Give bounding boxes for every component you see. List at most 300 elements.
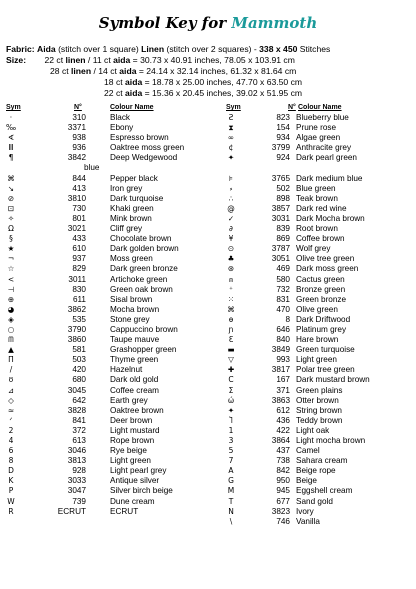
fabric-aida: Aida <box>37 44 56 54</box>
colour-name: Polar tree green <box>296 365 355 375</box>
size-line-1 <box>50 66 296 76</box>
symbol-glyph: ▬ <box>227 345 235 355</box>
key-row <box>4 113 214 123</box>
key-row <box>4 355 214 365</box>
size-dims: = 30.73 x 40.91 inches, 78.05 x 103.91 cm <box>130 55 295 65</box>
colour-name: Root brown <box>296 224 338 234</box>
colour-name: Dark old gold <box>110 375 159 385</box>
colour-name: Dark moss green <box>296 264 359 274</box>
key-row <box>224 254 414 264</box>
symbol-glyph: ⁙ <box>227 294 235 304</box>
colour-name: Dark Driftwood <box>296 314 351 324</box>
header-sym-right: Sym <box>226 104 241 111</box>
thread-number: 8 <box>285 314 290 324</box>
key-row <box>4 375 214 385</box>
symbol-glyph: ⊣ <box>7 284 15 294</box>
header-name-right: Colour Name <box>298 104 342 111</box>
colour-name: Taupe mauve <box>110 335 160 345</box>
symbol-glyph: · <box>9 113 13 122</box>
thread-number: 3864 <box>271 436 290 445</box>
symbol-glyph: ▽ <box>228 355 234 365</box>
key-row <box>224 234 414 244</box>
symbol-glyph: ⌘ <box>7 173 15 183</box>
key-row <box>4 497 214 507</box>
key-row <box>224 194 414 204</box>
key-row <box>4 335 214 345</box>
key-row <box>224 285 414 295</box>
thread-number: 3842 <box>67 153 86 163</box>
thread-number: 730 <box>72 203 86 213</box>
key-row <box>224 204 414 214</box>
symbol-glyph: ○ <box>7 324 15 334</box>
key-row <box>224 486 414 496</box>
symbol-glyph: 1 <box>228 425 234 435</box>
size-fabric-2: aida <box>113 55 131 65</box>
symbol-glyph: ώ <box>227 395 235 405</box>
thread-number: 3817 <box>271 365 290 375</box>
thread-number: 938 <box>72 133 86 143</box>
colour-name: Mocha brown <box>110 304 160 314</box>
size-mid: / 14 ct <box>91 66 120 76</box>
symbol-glyph: Ƨ <box>228 113 234 122</box>
thread-number: ECRUT <box>57 506 86 516</box>
symbol-glyph: ✓ <box>227 213 235 223</box>
thread-number: 3828 <box>67 405 86 415</box>
key-row <box>4 305 214 315</box>
symbol-glyph: ⊘ <box>7 193 15 203</box>
thread-number: 842 <box>276 466 290 476</box>
colour-name: Prune rose <box>296 123 337 133</box>
key-row <box>224 214 414 224</box>
thread-number: 993 <box>276 355 290 365</box>
symbol-glyph: ⊧ <box>229 173 233 183</box>
key-row <box>4 396 214 406</box>
colour-name: Green oak brown <box>110 284 173 294</box>
key-row <box>4 143 214 153</box>
colour-name: Wolf grey <box>296 244 331 254</box>
colour-name: Earth grey <box>110 395 148 405</box>
thread-number: 831 <box>276 294 290 304</box>
symbol-glyph: ⊙ <box>227 244 235 254</box>
thread-number: 310 <box>72 113 86 122</box>
thread-number: 3799 <box>271 143 290 153</box>
thread-number: 580 <box>276 274 290 284</box>
thread-number: 3045 <box>67 385 86 395</box>
symbol-glyph: ∢ <box>7 133 15 143</box>
colour-name: Dark medium blue <box>296 173 363 183</box>
colour-name: Dark mustard brown <box>296 375 370 385</box>
thread-number: 420 <box>72 365 86 375</box>
thread-number: 928 <box>72 466 86 476</box>
size-fabric: aida <box>125 77 143 87</box>
colour-name: Hazelnut <box>110 365 143 375</box>
thread-number: 3823 <box>271 506 290 516</box>
colour-name: Sahara cream <box>296 456 348 466</box>
colour-name: Dark turquoise <box>110 193 164 203</box>
symbol-glyph: A <box>228 466 234 476</box>
colour-name: Beige <box>296 476 317 486</box>
symbol-glyph: Ⅲ <box>8 143 14 153</box>
colour-name: Camel <box>296 446 320 456</box>
key-row <box>4 244 214 254</box>
symbol-glyph: ⌘ <box>227 304 235 314</box>
colour-name: Coffee brown <box>296 234 345 244</box>
thread-number: 372 <box>72 425 86 435</box>
key-row <box>224 315 414 325</box>
fabric-aida-note: (stitch over 1 square) <box>58 44 139 54</box>
thread-number: 823 <box>276 113 290 122</box>
key-row <box>4 254 214 264</box>
symbol-glyph: M <box>227 486 235 496</box>
symbol-glyph: ◈ <box>8 314 14 324</box>
thread-number: 840 <box>276 335 290 345</box>
size-dims: = 18.78 x 25.00 inches, 47.70 x 63.50 cm <box>142 77 303 87</box>
colour-name: Sisal brown <box>110 294 153 304</box>
title-prefix: Symbol Key for <box>98 14 232 32</box>
thread-number: 738 <box>276 456 290 466</box>
key-row <box>224 335 414 345</box>
colour-name: Beige rope <box>296 466 336 476</box>
thread-number: 371 <box>276 385 290 395</box>
colour-name: Olive tree green <box>296 254 355 264</box>
key-row <box>224 325 414 335</box>
colour-name: Oaktree moss green <box>110 143 185 153</box>
key-row <box>4 507 214 517</box>
size-pre: 22 ct <box>104 88 126 98</box>
key-row <box>224 466 414 476</box>
thread-number: 945 <box>276 486 290 496</box>
thread-number: 612 <box>276 405 290 415</box>
size-mid: / 11 ct <box>85 55 114 65</box>
thread-number: 739 <box>72 496 86 506</box>
thread-number: 746 <box>276 516 290 526</box>
stitch-suffix: Stitches <box>299 44 331 54</box>
thread-number: 3813 <box>67 456 86 466</box>
size-fabric: linen <box>71 66 92 76</box>
thread-number: 422 <box>276 425 290 435</box>
symbol-glyph: ᗰ <box>8 335 14 345</box>
thread-number: 3021 <box>67 224 86 234</box>
thread-number: 3862 <box>67 304 86 314</box>
symbol-glyph: ★ <box>7 244 15 254</box>
size-pre: 28 ct <box>50 66 72 76</box>
colour-name: ECRUT <box>110 506 139 516</box>
colour-name: Coffee cream <box>110 385 159 395</box>
thread-number: 3765 <box>271 173 290 183</box>
key-column-left <box>4 113 214 517</box>
key-row <box>4 214 214 224</box>
symbol-glyph: ⁺ <box>229 284 233 294</box>
colour-name: Antique silver <box>110 476 160 486</box>
key-row <box>4 345 214 355</box>
colour-name: Cappuccino brown <box>110 324 178 334</box>
thread-number: 898 <box>276 193 290 203</box>
colour-name: Green bronze <box>296 294 347 304</box>
colour-name: Rope brown <box>110 436 155 445</box>
symbol-glyph: ◕ <box>7 304 15 314</box>
symbol-glyph: ¥ <box>228 234 234 244</box>
symbol-glyph: ✧ <box>7 213 15 223</box>
size-line-2 <box>104 77 302 87</box>
colour-name: Blue green <box>296 183 336 193</box>
thread-number: 3790 <box>67 324 86 334</box>
colour-name: Teddy brown <box>296 415 343 425</box>
symbol-glyph: ♣ <box>227 254 235 264</box>
key-row <box>224 244 414 254</box>
symbol-glyph: T <box>228 496 234 506</box>
thread-number: 844 <box>72 173 86 183</box>
colour-name: Grashopper green <box>110 345 177 355</box>
colour-name: Green turquoise <box>296 345 355 355</box>
symbol-glyph: 3 <box>228 436 234 445</box>
size-label: Size: <box>6 55 27 65</box>
thread-number: 613 <box>72 436 86 445</box>
key-row <box>4 436 214 446</box>
colour-name: Cliff grey <box>110 224 143 234</box>
thread-number: 413 <box>72 183 86 193</box>
page-title <box>0 14 416 32</box>
thread-number: 3849 <box>271 345 290 355</box>
key-row <box>4 325 214 335</box>
symbol-glyph: ⧗ <box>228 123 234 133</box>
key-row <box>224 476 414 486</box>
key-row <box>4 285 214 295</box>
fabric-linen: Linen <box>141 44 165 54</box>
thread-number: 436 <box>276 415 290 425</box>
thread-number: 3047 <box>67 486 86 496</box>
colour-name: Thyme green <box>110 355 159 365</box>
colour-name: Blueberry blue <box>296 113 349 122</box>
thread-number: 839 <box>276 224 290 234</box>
thread-number: 610 <box>72 244 86 254</box>
colour-name: Olive green <box>296 304 338 314</box>
thread-number: 3051 <box>271 254 290 264</box>
key-row <box>4 315 214 325</box>
colour-name: Pepper black <box>110 173 158 183</box>
key-row <box>4 234 214 244</box>
thread-number: 437 <box>276 446 290 456</box>
colour-name: Anthracite grey <box>296 143 352 153</box>
key-row <box>224 355 414 365</box>
symbol-glyph: Π <box>8 355 14 365</box>
symbol-glyph: \ <box>229 516 233 526</box>
thread-number: 611 <box>72 294 86 304</box>
thread-number: 469 <box>276 264 290 274</box>
symbol-glyph: ◇ <box>8 395 14 405</box>
thread-number: 535 <box>72 314 86 324</box>
key-row <box>4 123 214 133</box>
symbol-glyph: ≈ <box>7 405 15 415</box>
colour-name: Algae green <box>296 133 341 143</box>
thread-number: 950 <box>276 476 290 486</box>
colour-name: Otter brown <box>296 395 339 405</box>
symbol-glyph: ☆ <box>7 264 15 274</box>
key-row <box>224 174 414 184</box>
fabric-linen-note: (stitch over 2 squares) - <box>166 44 257 54</box>
symbol-glyph: Ɛ <box>228 335 234 345</box>
colour-name: Stone grey <box>110 314 150 324</box>
symbol-glyph: 4 <box>8 436 14 445</box>
key-row <box>4 163 214 173</box>
thread-number: 470 <box>276 304 290 314</box>
key-row <box>224 446 414 456</box>
thread-number: 677 <box>276 496 290 506</box>
header-num-right: N° <box>288 104 296 111</box>
symbol-glyph: ‰ <box>5 123 17 133</box>
symbol-glyph: @ <box>227 203 235 213</box>
symbol-glyph: ↘ <box>7 183 15 193</box>
colour-name: Light green <box>110 456 151 466</box>
colour-name: Mink brown <box>110 213 152 223</box>
colour-name: Dark red wine <box>296 203 347 213</box>
key-row <box>224 436 414 446</box>
colour-name: Dark golden brown <box>110 244 179 254</box>
key-row <box>224 497 414 507</box>
key-row <box>224 153 414 163</box>
key-row <box>224 133 414 143</box>
thread-number: 167 <box>276 375 290 385</box>
colour-name: Light mustard <box>110 425 160 435</box>
thread-number: 3810 <box>67 193 86 203</box>
colour-name: Cactus green <box>296 274 345 284</box>
key-row <box>224 386 414 396</box>
key-row <box>4 406 214 416</box>
thread-number: 503 <box>72 355 86 365</box>
thread-number: 3371 <box>67 123 86 133</box>
key-row <box>224 184 414 194</box>
stitch-count: 338 x 450 <box>259 44 298 54</box>
key-row <box>4 184 214 194</box>
colour-name: Artichoke green <box>110 274 168 284</box>
key-row <box>4 416 214 426</box>
key-row <box>224 305 414 315</box>
header-sym-left: Sym <box>6 104 21 111</box>
symbol-glyph: Σ <box>228 385 234 395</box>
symbol-glyph: ʊ <box>8 375 14 385</box>
colour-name: Dark Mocha brown <box>296 213 365 223</box>
key-row <box>224 365 414 375</box>
size-pre: 18 ct <box>104 77 126 87</box>
symbol-glyph: ⊿ <box>7 385 15 395</box>
symbol-glyph: ✦ <box>227 405 235 415</box>
thread-number: 841 <box>72 415 86 425</box>
size-fabric: linen <box>65 55 86 65</box>
thread-number: 924 <box>276 153 290 163</box>
key-row <box>224 264 414 274</box>
symbol-glyph: ¶ <box>8 153 14 163</box>
key-row <box>4 224 214 234</box>
symbol-glyph: ⊕ <box>7 294 15 304</box>
symbol-glyph: 6 <box>8 446 14 456</box>
symbol-glyph: 7 <box>228 456 234 466</box>
colour-name: Light oak <box>296 425 330 435</box>
colour-name: Chocolate brown <box>110 234 172 244</box>
symbol-glyph: 5 <box>228 446 234 456</box>
thread-number: 3857 <box>271 203 290 213</box>
symbol-glyph: W <box>7 496 15 506</box>
key-row <box>224 517 414 527</box>
symbol-glyph: ∴ <box>228 193 234 203</box>
header-num-left: N° <box>74 104 82 111</box>
key-row <box>4 426 214 436</box>
symbol-glyph: D <box>8 466 14 476</box>
colour-name: Moss green <box>110 254 153 264</box>
thread-number: 581 <box>72 345 86 355</box>
thread-number: 433 <box>72 234 86 244</box>
colour-name: Dune cream <box>110 496 155 506</box>
symbol-glyph: Ⴈ <box>229 415 233 425</box>
thread-number: 936 <box>72 143 86 153</box>
thread-number: 3787 <box>271 244 290 254</box>
thread-number: 829 <box>72 264 86 274</box>
symbol-glyph: ¢ <box>228 143 234 153</box>
fabric-label: Fabric: <box>6 44 35 54</box>
key-row <box>224 224 414 234</box>
symbol-glyph: ɲ <box>228 324 234 334</box>
key-row <box>224 426 414 436</box>
symbol-glyph: ¬ <box>7 254 15 264</box>
key-row <box>224 507 414 517</box>
thread-number: 3031 <box>271 213 290 223</box>
thread-number: 502 <box>276 183 290 193</box>
key-row <box>4 466 214 476</box>
key-row <box>224 345 414 355</box>
size-dims: = 24.14 x 32.14 inches, 61.32 x 81.64 cm <box>136 66 297 76</box>
colour-name: Ivory <box>296 506 314 516</box>
thread-number: 642 <box>72 395 86 405</box>
symbol-glyph: ⊛ <box>227 264 235 274</box>
symbol-glyph: ✦ <box>227 153 235 163</box>
thread-number: 3046 <box>67 446 86 456</box>
colour-name: Light green <box>296 355 337 365</box>
key-row <box>224 275 414 285</box>
key-row <box>4 295 214 305</box>
symbol-glyph: R <box>8 506 14 516</box>
symbol-glyph: 8 <box>8 456 14 466</box>
colour-name: Khaki green <box>110 203 154 213</box>
colour-name: Teak brown <box>296 193 338 203</box>
thread-number: 869 <box>276 234 290 244</box>
key-row <box>224 396 414 406</box>
key-row <box>4 264 214 274</box>
key-row <box>4 386 214 396</box>
symbol-glyph: § <box>9 234 13 244</box>
symbol-glyph: / <box>9 365 13 375</box>
colour-name: Espresso brown <box>110 133 169 143</box>
size-line-0 <box>6 55 295 65</box>
colour-name: Ebony <box>110 123 134 133</box>
colour-name: Light mocha brown <box>296 436 366 445</box>
colour-name: Vanilla <box>296 516 320 526</box>
thread-number: 732 <box>276 284 290 294</box>
size-pre: 22 ct <box>44 55 66 65</box>
colour-name: String brown <box>296 405 342 415</box>
key-row <box>4 133 214 143</box>
symbol-glyph: ⊡ <box>7 203 15 213</box>
symbol-glyph: ⸗ <box>229 183 233 193</box>
key-row <box>4 476 214 486</box>
symbol-glyph: G <box>228 476 234 486</box>
colour-name: Dark green bronze <box>110 264 178 274</box>
colour-name: Rye beige <box>110 446 147 456</box>
fabric-line <box>6 44 330 54</box>
symbol-glyph: N <box>228 506 234 516</box>
key-row <box>4 204 214 214</box>
key-row <box>224 416 414 426</box>
colour-name: Deer brown <box>110 415 153 425</box>
symbol-glyph: ∞ <box>227 133 235 143</box>
key-row <box>4 456 214 466</box>
